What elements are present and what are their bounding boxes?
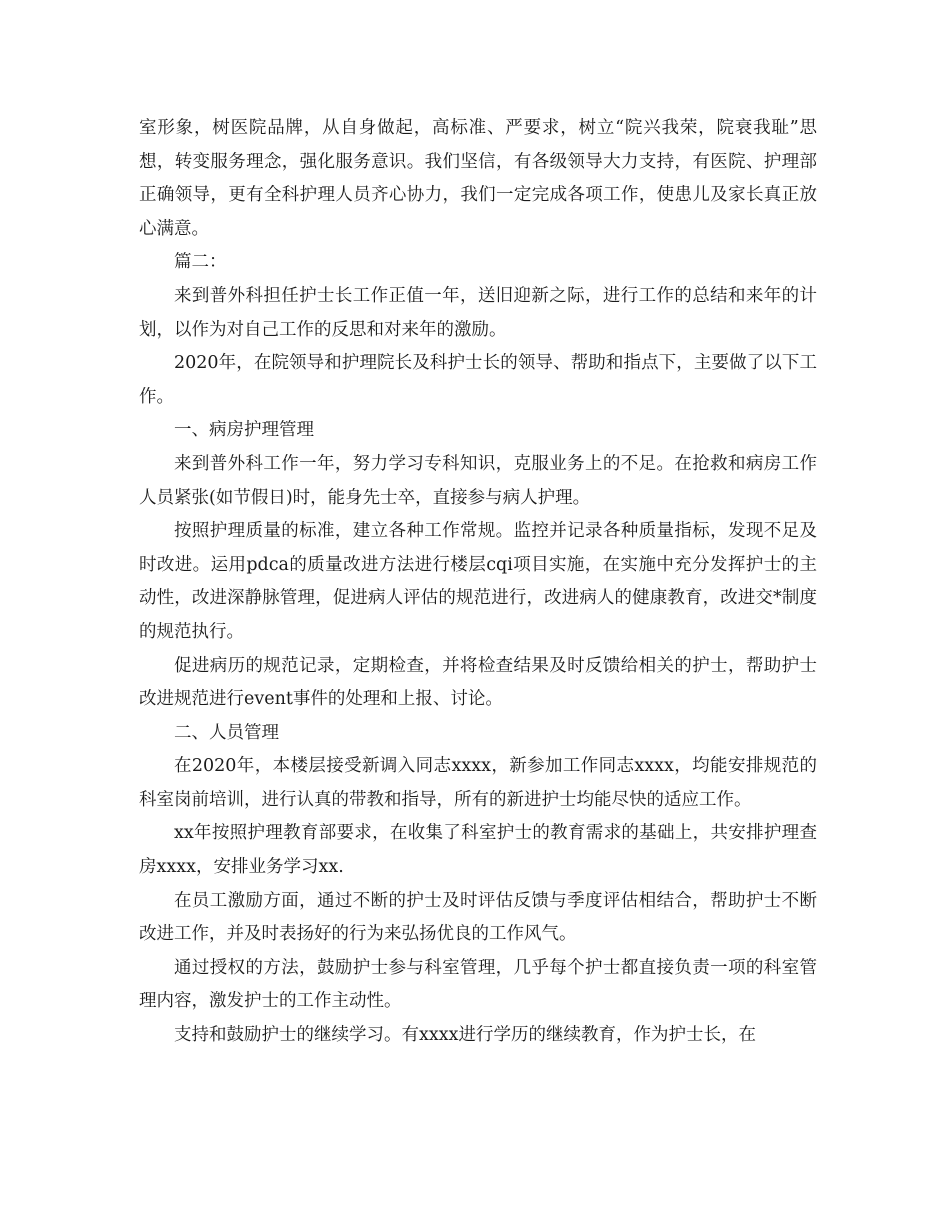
document-body xyxy=(139,112,817,1053)
paragraph-2: 篇二： xyxy=(174,252,227,273)
paragraph-8: 在2020年，本楼层接受新调入同志xxxx，新参加工作同志xxxx，均能安排规范的科室岗前培训，进行认真的带教和指导，所有的新进护士均能尽快的适应工作。 xyxy=(139,756,817,810)
paragraph-5: 来到普外科工作一年，努力学习专科知识，克服业务上的不足。在抢救和病房工作人员紧张(如节假日)时，能身先士卒，直接参与病人护理。 xyxy=(139,453,817,508)
paragraph-1: 室形象，树医院品牌，从自身做起，高标准、严要求，树立“院兴我荣，院衰我耻”思想，转变服务理念，强化服务意识。我们坚信，有各级领导大力支持，有医院、护理部正确领导，更有全科护理人员齐心协力，我们一定完成各项工作，使患儿及家长真正放心满意。 xyxy=(139,118,817,239)
paragraph-3: 来到普外科担任护士长工作正值一年，送旧迎新之际，进行工作的总结和来年的计划，以作为对自己工作的反思和对来年的激励。 xyxy=(139,285,817,340)
paragraph-11: 通过授权的方法，鼓励护士参与科室管理，几乎每个护士都直接负责一项的科室管理内容，激发护士的工作主动性。 xyxy=(139,957,817,1012)
paragraph-4: 2020年，在院领导和护理院长及科护士长的领导、帮助和指点下，主要做了以下工作。 xyxy=(139,353,817,407)
paragraph-7: 促进病历的规范记录，定期检查，并将检查结果及时反馈给相关的护士，帮助护士改进规范进行event事件的处理和上报、讨论。 xyxy=(139,655,817,710)
section-heading-1: 一、病房护理管理 xyxy=(174,420,314,441)
paragraph-12: 支持和鼓励护士的继续学习。有xxxx进行学历的继续教育，作为护士长，在 xyxy=(174,1025,756,1046)
paragraph-9: xx年按照护理教育部要求，在收集了科室护士的教育需求的基础上，共安排护理查房xxxx，安排业务学习xx. xyxy=(139,823,817,878)
paragraph-10: 在员工激励方面，通过不断的护士及时评估反馈与季度评估相结合，帮助护士不断改进工作，并及时表扬好的行为来弘扬优良的工作风气。 xyxy=(139,890,817,945)
paragraph-6: 按照护理质量的标准，建立各种工作常规。监控并记录各种质量指标，发现不足及时改进。运用pdca的质量改进方法进行楼层cqi项目实施，在实施中充分发挥护士的主动性，改进深静脉管理，促进病人评估的规范进行，改进病人的健康教育，改进交*制度的规范执行。 xyxy=(139,521,817,642)
section-heading-2: 二、人员管理 xyxy=(174,722,279,743)
